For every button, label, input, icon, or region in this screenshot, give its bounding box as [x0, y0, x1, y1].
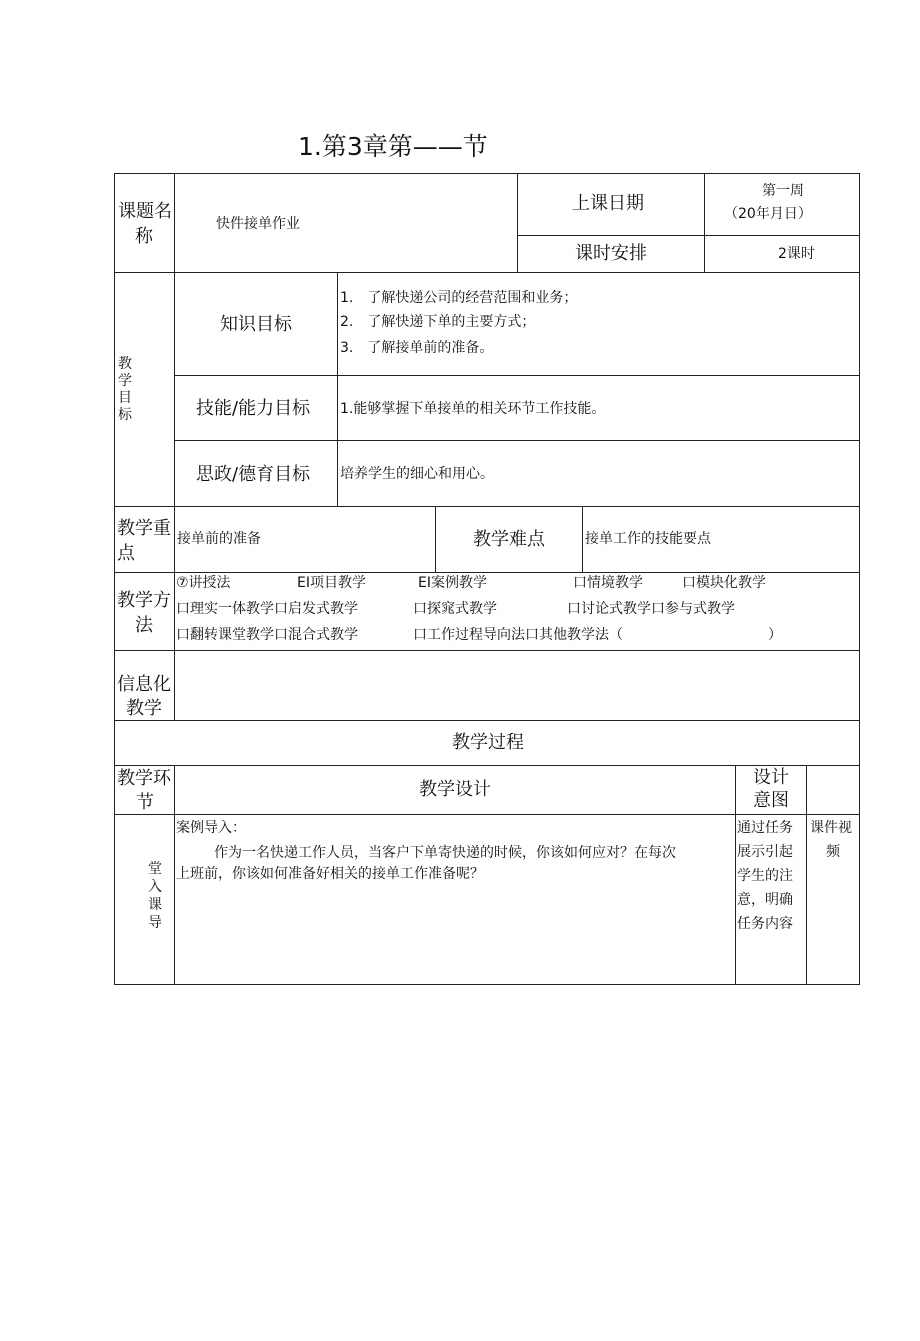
method-option: 口模块化教学 [682, 575, 766, 591]
methods-label-cont: 法 [135, 615, 153, 636]
method-option: ⑦讲授法 [176, 575, 231, 591]
methods-label: 教学方 [117, 590, 171, 611]
method-option: 口翻转课堂教学口混合式教学 [176, 627, 358, 643]
topic-label-cont: 称 [135, 226, 153, 247]
intent-line: 意，明确 [737, 892, 793, 908]
col-step-label: 教学环 [117, 768, 171, 789]
page-title: 1.第3章第——节 [298, 132, 488, 161]
knowledge-item: 2. 了解快递下单的主要方式； [340, 314, 536, 330]
ideology-label: 思政/德育目标 [196, 464, 311, 485]
key-point-value: 接单前的准备 [177, 531, 261, 547]
difficulty-label: 教学难点 [473, 529, 545, 550]
goals-label-char: 教 [118, 356, 132, 372]
case-heading: 案例导入： [176, 820, 246, 836]
method-option: EI案例教学 [418, 575, 487, 591]
knowledge-label: 知识目标 [220, 314, 292, 335]
step-char: 堂 [148, 861, 162, 877]
skill-value: 1.能够掌握下单接单的相关环节工作技能。 [340, 401, 606, 417]
goals-label-char: 学 [118, 373, 132, 389]
key-point-label-cont: 点 [117, 543, 135, 564]
intent-line: 任务内容 [737, 916, 793, 932]
method-option: 口探窕式教学 [413, 601, 497, 617]
info-label: 信息化 [117, 674, 171, 695]
method-option: 口讨论式教学口参与式教学 [567, 601, 735, 617]
col-step-label-cont: 节 [136, 792, 154, 813]
info-label-cont: 教学 [126, 698, 162, 719]
col-design-label: 教学设计 [419, 779, 491, 800]
resource-label-cont: 频 [826, 844, 840, 860]
goals-label-char: 目 [118, 390, 132, 406]
difficulty-value: 接单工作的技能要点 [585, 531, 711, 547]
hours-value: 2课时 [778, 246, 815, 262]
date-label: 上课日期 [572, 193, 644, 214]
date-week: 第一周 [762, 183, 804, 199]
method-option: 口工作过程导向法口其他教学法（ [413, 627, 623, 643]
step-char: 课 [148, 897, 162, 913]
step-char: 入 [148, 879, 162, 895]
knowledge-item: 3. 了解接单前的准备。 [340, 340, 494, 356]
case-text-line: 上班前，你该如何准备好相关的接单工作准备呢？ [176, 866, 484, 882]
hours-label: 课时安排 [575, 243, 647, 264]
case-text-line: 作为一名快递工作人员，当客户下单寄快递的时候，你该如何应对？在每次 [214, 845, 676, 861]
date-value: （20年月日） [724, 206, 812, 222]
process-heading: 教学过程 [452, 732, 524, 753]
skill-label: 技能/能力目标 [196, 398, 311, 419]
step-char: 导 [148, 915, 162, 931]
method-option: EI项目教学 [297, 575, 366, 591]
goals-label-char: 标 [118, 407, 132, 423]
topic-value: 快件接单作业 [216, 216, 300, 232]
resource-label: 课件视 [810, 820, 852, 836]
col-intent-label: 设计 [753, 767, 789, 788]
intent-line: 通过任务 [737, 820, 793, 836]
knowledge-item: 1. 了解快递公司的经营范围和业务； [340, 290, 578, 306]
key-point-label: 教学重 [117, 518, 171, 539]
method-option: 口情境教学 [573, 575, 643, 591]
method-option-close: ） [768, 627, 782, 643]
method-option: 口理实一体教学口启发式教学 [176, 601, 358, 617]
intent-line: 学生的注 [737, 868, 793, 884]
intent-line: 展示引起 [737, 844, 793, 860]
ideology-value: 培养学生的细心和用心。 [340, 466, 494, 482]
col-intent-label-cont: 意图 [753, 790, 789, 811]
topic-label: 课题名 [118, 201, 172, 222]
